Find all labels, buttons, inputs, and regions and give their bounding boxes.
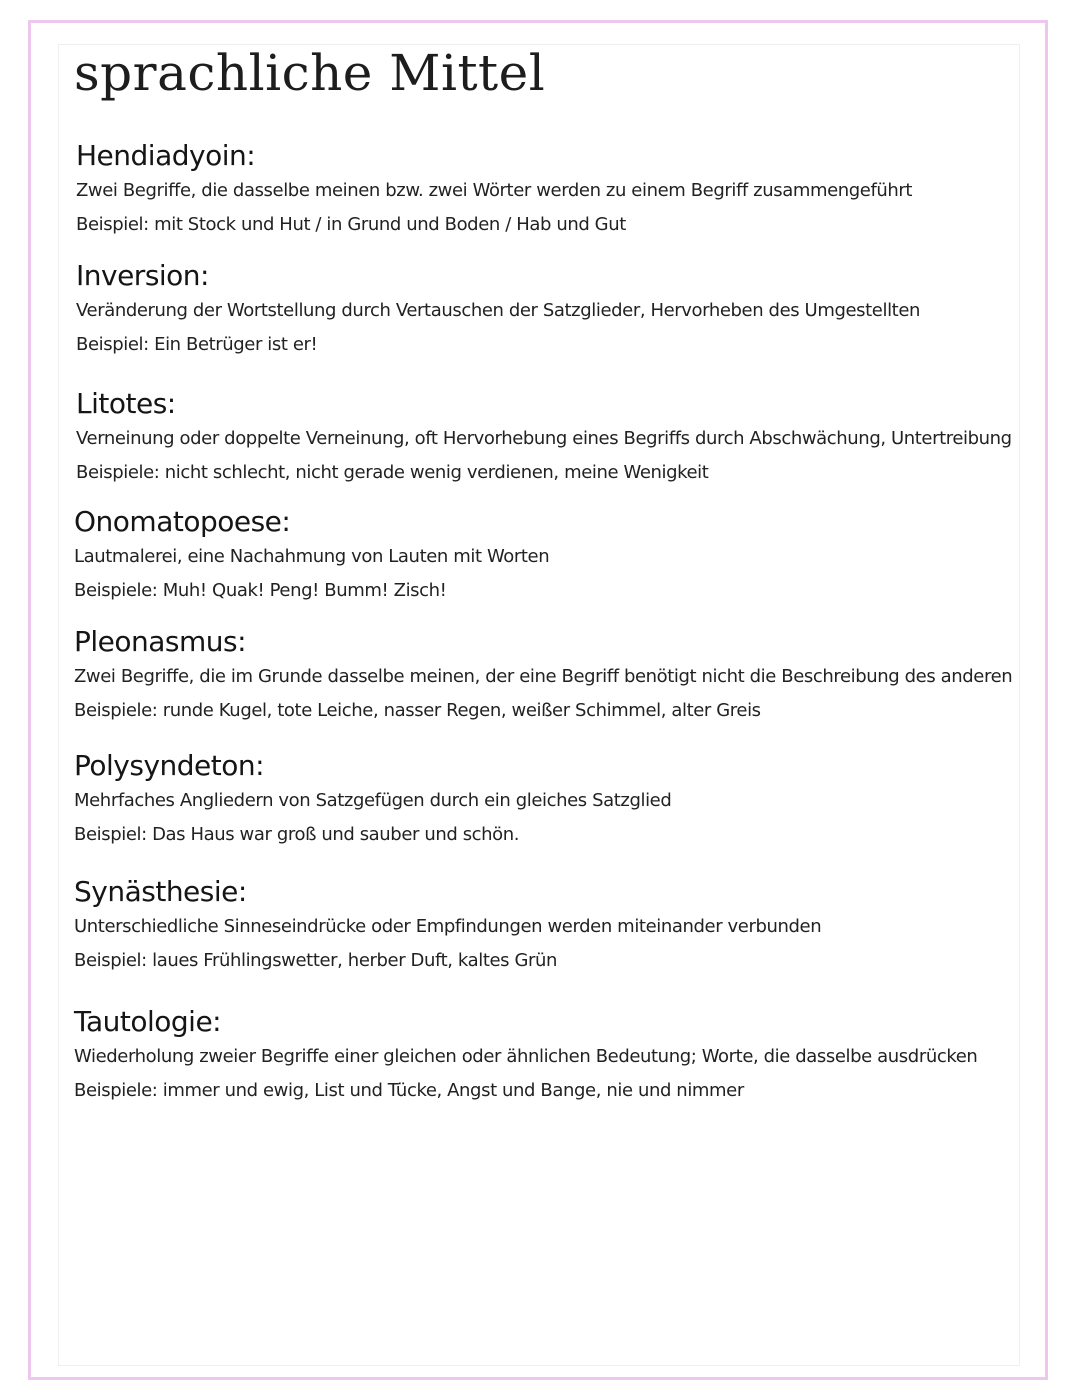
term-heading: Hendiadyoin: xyxy=(76,139,256,172)
term-example: Beispiele: immer und ewig, List und Tücke, Angst und Bange, nie und nimmer xyxy=(74,1080,744,1101)
term-definition: Unterschiedliche Sinneseindrücke oder Empfindungen werden miteinander verbunden xyxy=(74,916,822,937)
term-litotes xyxy=(76,386,1076,490)
term-definition: Mehrfaches Angliedern von Satzgefügen durch ein gleiches Satzglied xyxy=(74,790,672,811)
term-example: Beispiel: mit Stock und Hut / in Grund und Boden / Hab und Gut xyxy=(76,214,626,235)
term-heading: Litotes: xyxy=(76,387,176,420)
term-tautologie xyxy=(74,1004,1074,1108)
term-definition: Zwei Begriffe, die im Grunde dasselbe meinen, der eine Begriff benötigt nicht die Beschreibung des anderen xyxy=(74,666,1013,687)
term-synaesthesie xyxy=(74,874,1074,978)
term-heading: Pleonasmus: xyxy=(74,625,247,658)
term-definition: Verneinung oder doppelte Verneinung, oft Hervorhebung eines Begriffs durch Abschwächung, Untertreibung xyxy=(76,428,1012,449)
term-example: Beispiel: Das Haus war groß und sauber und schön. xyxy=(74,824,520,845)
term-example: Beispiele: nicht schlecht, nicht gerade wenig verdienen, meine Wenigkeit xyxy=(76,462,709,483)
term-heading: Polysyndeton: xyxy=(74,749,265,782)
term-onomatopoese xyxy=(74,504,1074,608)
term-definition: Zwei Begriffe, die dasselbe meinen bzw. zwei Wörter werden zu einem Begriff zusammengeführt xyxy=(76,180,913,201)
term-heading: Tautologie: xyxy=(74,1005,222,1038)
term-example: Beispiel: Ein Betrüger ist er! xyxy=(76,334,318,355)
term-polysyndeton xyxy=(74,748,1074,852)
term-definition: Veränderung der Wortstellung durch Vertauschen der Satzglieder, Hervorheben des Umgestellten xyxy=(76,300,921,321)
term-hendiadyoin xyxy=(76,138,1076,242)
term-pleonasmus xyxy=(74,624,1074,728)
term-heading: Synästhesie: xyxy=(74,875,247,908)
term-definition: Wiederholung zweier Begriffe einer gleichen oder ähnlichen Bedeutung; Worte, die dasselbe ausdrücken xyxy=(74,1046,978,1067)
term-heading: Onomatopoese: xyxy=(74,505,291,538)
term-definition: Lautmalerei, eine Nachahmung von Lauten mit Worten xyxy=(74,546,550,567)
term-inversion xyxy=(76,258,1076,362)
term-example: Beispiele: Muh! Quak! Peng! Bumm! Zisch! xyxy=(74,580,447,601)
page-title: sprachliche Mittel xyxy=(74,44,546,102)
term-example: Beispiel: laues Frühlingswetter, herber Duft, kaltes Grün xyxy=(74,950,558,971)
term-example: Beispiele: runde Kugel, tote Leiche, nasser Regen, weißer Schimmel, alter Greis xyxy=(74,700,761,721)
term-heading: Inversion: xyxy=(76,259,209,292)
